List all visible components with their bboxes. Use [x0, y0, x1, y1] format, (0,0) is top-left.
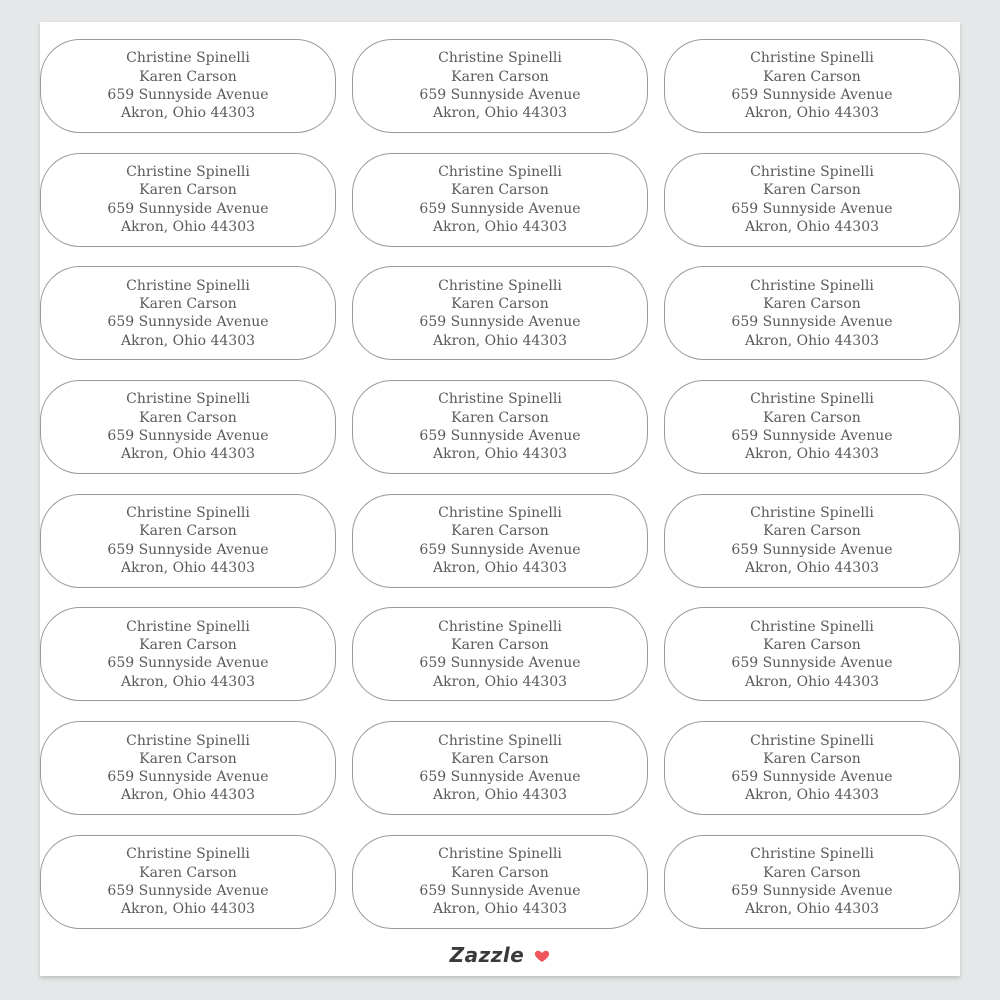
label-name2-line: Karen Carson	[763, 864, 861, 881]
label-name-line: Christine Spinelli	[438, 50, 562, 67]
label-city-line: Akron, Ohio 44303	[744, 901, 880, 918]
label-city-line: Akron, Ohio 44303	[120, 901, 256, 918]
label-city-line: Akron, Ohio 44303	[432, 446, 568, 463]
label-name-line: Christine Spinelli	[126, 164, 250, 181]
label-city-line: Akron, Ohio 44303	[120, 446, 256, 463]
label-name2-line: Karen Carson	[763, 182, 861, 199]
label-city-line: Akron, Ohio 44303	[120, 560, 256, 577]
label-name2-line: Karen Carson	[451, 523, 549, 540]
label-street-line: 659 Sunnyside Avenue	[107, 769, 269, 786]
label-name2-line: Karen Carson	[139, 523, 237, 540]
label-street-line: 659 Sunnyside Avenue	[419, 314, 581, 331]
label-street-line: 659 Sunnyside Avenue	[107, 200, 269, 217]
address-label	[664, 266, 960, 360]
label-city-line: Akron, Ohio 44303	[744, 787, 880, 804]
label-city-line: Akron, Ohio 44303	[744, 446, 880, 463]
label-city-line: Akron, Ohio 44303	[744, 673, 880, 690]
label-name2-line: Karen Carson	[139, 68, 237, 85]
label-street-line: 659 Sunnyside Avenue	[731, 314, 893, 331]
label-name2-line: Karen Carson	[763, 68, 861, 85]
label-street-line: 659 Sunnyside Avenue	[107, 882, 269, 899]
label-name2-line: Karen Carson	[139, 182, 237, 199]
label-street-line: 659 Sunnyside Avenue	[419, 200, 581, 217]
label-name-line: Christine Spinelli	[126, 391, 250, 408]
label-name2-line: Karen Carson	[451, 296, 549, 313]
address-label	[40, 607, 336, 701]
label-name-line: Christine Spinelli	[438, 505, 562, 522]
label-city-line: Akron, Ohio 44303	[432, 901, 568, 918]
address-label	[664, 39, 960, 133]
label-name2-line: Karen Carson	[763, 409, 861, 426]
label-name-line: Christine Spinelli	[126, 618, 250, 635]
label-name2-line: Karen Carson	[451, 409, 549, 426]
address-label	[352, 39, 648, 133]
label-name-line: Christine Spinelli	[750, 732, 874, 749]
label-name2-line: Karen Carson	[139, 637, 237, 654]
label-name2-line: Karen Carson	[763, 637, 861, 654]
label-name2-line: Karen Carson	[451, 750, 549, 767]
label-street-line: 659 Sunnyside Avenue	[419, 87, 581, 103]
address-label	[352, 380, 648, 474]
address-label	[352, 721, 648, 815]
label-city-line: Akron, Ohio 44303	[432, 218, 568, 235]
label-street-line: 659 Sunnyside Avenue	[731, 541, 893, 558]
address-label	[40, 380, 336, 474]
label-street-line: 659 Sunnyside Avenue	[731, 428, 893, 445]
label-name-line: Christine Spinelli	[438, 846, 562, 863]
label-name-line: Christine Spinelli	[126, 846, 250, 863]
label-street-line: 659 Sunnyside Avenue	[107, 87, 269, 103]
address-label	[664, 607, 960, 701]
address-label	[40, 721, 336, 815]
label-street-line: 659 Sunnyside Avenue	[107, 541, 269, 558]
label-name-line: Christine Spinelli	[126, 277, 250, 294]
label-name-line: Christine Spinelli	[750, 505, 874, 522]
label-name2-line: Karen Carson	[139, 409, 237, 426]
label-name-line: Christine Spinelli	[438, 277, 562, 294]
label-city-line: Akron, Ohio 44303	[744, 560, 880, 577]
label-city-line: Akron, Ohio 44303	[120, 787, 256, 804]
label-street-line: 659 Sunnyside Avenue	[419, 428, 581, 445]
label-city-line: Akron, Ohio 44303	[744, 332, 880, 349]
label-name-line: Christine Spinelli	[750, 846, 874, 863]
label-city-line: Akron, Ohio 44303	[120, 105, 256, 122]
zazzle-logo: Zazzle	[449, 943, 525, 967]
address-label	[664, 494, 960, 588]
label-city-line: Akron, Ohio 44303	[432, 105, 568, 122]
label-name2-line: Karen Carson	[451, 864, 549, 881]
address-label	[40, 266, 336, 360]
address-label	[352, 835, 648, 929]
label-city-line: Akron, Ohio 44303	[744, 105, 880, 122]
label-name2-line: Karen Carson	[763, 523, 861, 540]
label-name2-line: Karen Carson	[139, 864, 237, 881]
label-street-line: 659 Sunnyside Avenue	[419, 541, 581, 558]
address-label	[40, 153, 336, 247]
label-street-line: 659 Sunnyside Avenue	[107, 655, 269, 672]
label-grid	[40, 39, 960, 929]
footer-branding	[40, 940, 960, 970]
label-name-line: Christine Spinelli	[126, 50, 250, 67]
label-street-line: 659 Sunnyside Avenue	[107, 428, 269, 445]
label-name-line: Christine Spinelli	[750, 164, 874, 181]
label-sheet	[40, 22, 960, 976]
label-name-line: Christine Spinelli	[438, 164, 562, 181]
label-name-line: Christine Spinelli	[438, 618, 562, 635]
label-name2-line: Karen Carson	[451, 182, 549, 199]
label-city-line: Akron, Ohio 44303	[432, 332, 568, 349]
label-city-line: Akron, Ohio 44303	[432, 787, 568, 804]
label-name2-line: Karen Carson	[763, 750, 861, 767]
label-name2-line: Karen Carson	[451, 637, 549, 654]
label-name2-line: Karen Carson	[139, 750, 237, 767]
label-street-line: 659 Sunnyside Avenue	[731, 200, 893, 217]
label-street-line: 659 Sunnyside Avenue	[107, 314, 269, 331]
address-label	[352, 494, 648, 588]
address-label	[352, 266, 648, 360]
address-label	[352, 607, 648, 701]
label-street-line: 659 Sunnyside Avenue	[731, 87, 893, 103]
label-city-line: Akron, Ohio 44303	[432, 673, 568, 690]
label-name-line: Christine Spinelli	[438, 732, 562, 749]
label-city-line: Akron, Ohio 44303	[120, 332, 256, 349]
label-name2-line: Karen Carson	[139, 296, 237, 313]
label-street-line: 659 Sunnyside Avenue	[419, 655, 581, 672]
label-name-line: Christine Spinelli	[126, 505, 250, 522]
label-street-line: 659 Sunnyside Avenue	[419, 769, 581, 786]
label-city-line: Akron, Ohio 44303	[432, 560, 568, 577]
label-name-line: Christine Spinelli	[126, 732, 250, 749]
address-label	[664, 153, 960, 247]
address-label	[352, 153, 648, 247]
label-city-line: Akron, Ohio 44303	[120, 218, 256, 235]
address-label	[664, 380, 960, 474]
address-label	[40, 494, 336, 588]
label-city-line: Akron, Ohio 44303	[744, 218, 880, 235]
label-street-line: 659 Sunnyside Avenue	[731, 882, 893, 899]
label-name-line: Christine Spinelli	[750, 50, 874, 67]
address-label	[40, 39, 336, 133]
label-city-line: Akron, Ohio 44303	[120, 673, 256, 690]
label-name2-line: Karen Carson	[763, 296, 861, 313]
label-street-line: 659 Sunnyside Avenue	[731, 769, 893, 786]
address-label	[664, 721, 960, 815]
label-name-line: Christine Spinelli	[750, 618, 874, 635]
address-label	[40, 835, 336, 929]
label-name-line: Christine Spinelli	[750, 391, 874, 408]
heart-icon	[534, 948, 550, 964]
label-name2-line: Karen Carson	[451, 68, 549, 85]
label-street-line: 659 Sunnyside Avenue	[419, 882, 581, 899]
address-label	[664, 835, 960, 929]
label-street-line: 659 Sunnyside Avenue	[731, 655, 893, 672]
label-name-line: Christine Spinelli	[750, 277, 874, 294]
label-name-line: Christine Spinelli	[438, 391, 562, 408]
